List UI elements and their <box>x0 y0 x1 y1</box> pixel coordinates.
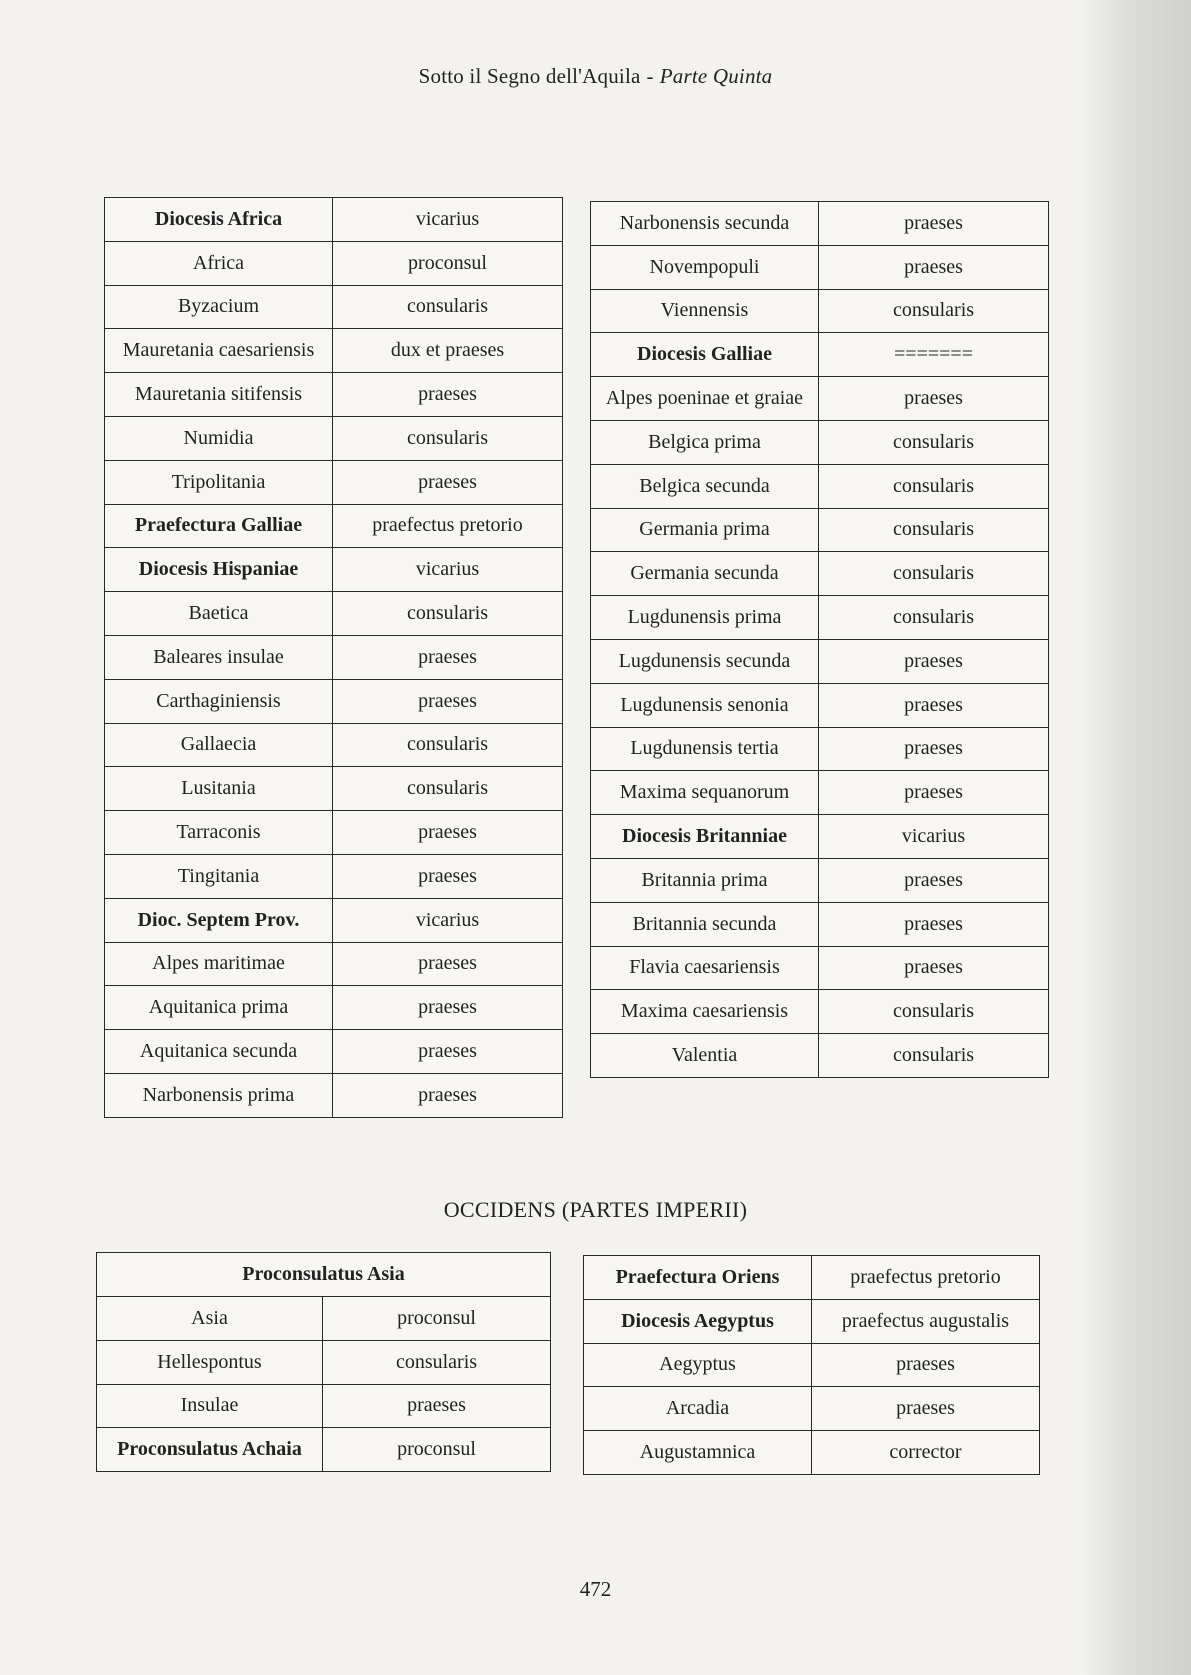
province-cell: Baleares insulae <box>105 635 333 679</box>
table-row <box>97 1297 551 1341</box>
table-row <box>584 1387 1040 1431</box>
table-row <box>105 416 563 460</box>
table-row <box>97 1428 551 1472</box>
table-row <box>105 898 563 942</box>
province-cell: Lugdunensis prima <box>591 596 819 640</box>
table-row <box>105 986 563 1030</box>
table-row <box>584 1343 1040 1387</box>
table-row <box>591 289 1049 333</box>
table-row <box>105 504 563 548</box>
governor-title-cell: consularis <box>819 552 1049 596</box>
governor-title-cell: praeses <box>819 639 1049 683</box>
table-row <box>591 202 1049 246</box>
province-cell: Insulae <box>97 1384 323 1428</box>
governor-title-cell: vicarius <box>333 548 563 592</box>
governor-title-cell: consularis <box>819 464 1049 508</box>
table-row <box>591 464 1049 508</box>
page-edge-shadow <box>1081 0 1191 1675</box>
governor-title-cell: praefectus pretorio <box>333 504 563 548</box>
governor-title-cell: dux et praeses <box>333 329 563 373</box>
table-row <box>97 1340 551 1384</box>
province-cell: Novempopuli <box>591 245 819 289</box>
governor-title-cell: praeses <box>819 727 1049 771</box>
province-cell: Africa <box>105 241 333 285</box>
table-row <box>105 548 563 592</box>
province-cell: Narbonensis prima <box>105 1073 333 1117</box>
province-cell: Alpes poeninae et graiae <box>591 377 819 421</box>
province-cell: Carthaginiensis <box>105 679 333 723</box>
table-row <box>105 635 563 679</box>
table-row <box>105 723 563 767</box>
governor-title-cell: praeses <box>819 858 1049 902</box>
governor-title-cell: consularis <box>819 596 1049 640</box>
governor-title-cell: praefectus pretorio <box>812 1256 1040 1300</box>
governor-title-cell: praeses <box>333 1030 563 1074</box>
table-row <box>591 377 1049 421</box>
province-cell: Lusitania <box>105 767 333 811</box>
table-row <box>591 771 1049 815</box>
table-row <box>105 1030 563 1074</box>
province-cell: Praefectura Galliae <box>105 504 333 548</box>
province-cell: Arcadia <box>584 1387 812 1431</box>
table-row <box>591 902 1049 946</box>
governor-title-cell: consularis <box>819 508 1049 552</box>
running-header <box>0 64 1191 89</box>
governor-title-cell: praeses <box>333 460 563 504</box>
table-row <box>591 1034 1049 1078</box>
governor-title-cell: proconsul <box>333 241 563 285</box>
asia-heading-row <box>97 1253 551 1297</box>
province-cell: Diocesis Africa <box>105 198 333 242</box>
asia-heading: Proconsulatus Asia <box>97 1253 551 1297</box>
table-row <box>584 1299 1040 1343</box>
left-table-body <box>105 198 563 1118</box>
page-number: 472 <box>579 1577 612 1601</box>
governor-title-cell: consularis <box>333 285 563 329</box>
table-row <box>105 285 563 329</box>
table-row <box>105 592 563 636</box>
province-cell: Aegyptus <box>584 1343 812 1387</box>
province-cell: Lugdunensis secunda <box>591 639 819 683</box>
governor-title-cell: consularis <box>819 1034 1049 1078</box>
governor-title-cell: praeses <box>819 902 1049 946</box>
oriens-table-body <box>584 1256 1040 1475</box>
governor-title-cell: praeses <box>333 854 563 898</box>
governor-title-cell: praeses <box>812 1387 1040 1431</box>
governor-title-cell: consularis <box>819 990 1049 1034</box>
province-cell: Proconsulatus Achaia <box>97 1428 323 1472</box>
table-row <box>105 767 563 811</box>
table-row <box>591 508 1049 552</box>
governor-title-cell: praeses <box>333 1073 563 1117</box>
governor-title-cell: vicarius <box>333 198 563 242</box>
province-cell: Viennensis <box>591 289 819 333</box>
governor-title-cell: corrector <box>812 1431 1040 1475</box>
governor-title-cell: praeses <box>819 202 1049 246</box>
governor-title-cell: consularis <box>333 767 563 811</box>
province-cell: Gallaecia <box>105 723 333 767</box>
asia-table-body <box>97 1253 551 1472</box>
governor-title-cell: praeses <box>819 683 1049 727</box>
section-title: OCCIDENS (PARTES IMPERII) <box>443 1197 748 1222</box>
governor-title-cell: consularis <box>323 1340 551 1384</box>
province-cell: Baetica <box>105 592 333 636</box>
province-cell: Praefectura Oriens <box>584 1256 812 1300</box>
governor-title-cell: consularis <box>333 723 563 767</box>
governor-title-cell: praeses <box>333 373 563 417</box>
table-row <box>591 858 1049 902</box>
province-cell: Byzacium <box>105 285 333 329</box>
table-row <box>584 1431 1040 1475</box>
governor-title-cell: proconsul <box>323 1428 551 1472</box>
governor-title-cell: praefectus augustalis <box>812 1299 1040 1343</box>
province-cell: Maxima caesariensis <box>591 990 819 1034</box>
table-row <box>591 683 1049 727</box>
table-row <box>105 241 563 285</box>
province-cell: Lugdunensis senonia <box>591 683 819 727</box>
province-cell: Lugdunensis tertia <box>591 727 819 771</box>
table-row <box>591 333 1049 377</box>
governor-title-cell: praeses <box>323 1384 551 1428</box>
governor-title-cell: praeses <box>812 1343 1040 1387</box>
header-separator: - <box>646 64 654 88</box>
table-row <box>591 639 1049 683</box>
governor-title-cell: praeses <box>819 245 1049 289</box>
province-cell: Germania secunda <box>591 552 819 596</box>
province-cell: Tripolitania <box>105 460 333 504</box>
governor-title-cell: praeses <box>333 942 563 986</box>
table-row <box>584 1256 1040 1300</box>
table-row <box>105 460 563 504</box>
table-row <box>591 815 1049 859</box>
table-row <box>105 329 563 373</box>
book-title: Sotto il Segno dell'Aquila <box>418 64 641 88</box>
governor-title-cell: vicarius <box>819 815 1049 859</box>
table-row <box>591 946 1049 990</box>
asia-table <box>96 1252 551 1472</box>
province-cell: Tingitania <box>105 854 333 898</box>
table-row <box>105 679 563 723</box>
province-cell: Diocesis Britanniae <box>591 815 819 859</box>
province-cell: Aquitanica secunda <box>105 1030 333 1074</box>
governor-title-cell: consularis <box>819 420 1049 464</box>
province-cell: Aquitanica prima <box>105 986 333 1030</box>
table-row <box>105 1073 563 1117</box>
table-row <box>105 942 563 986</box>
oriens-table <box>583 1255 1040 1475</box>
table-row <box>591 420 1049 464</box>
governor-title-cell: ======= <box>819 333 1049 377</box>
table-row <box>97 1384 551 1428</box>
table-row <box>591 596 1049 640</box>
table-row <box>591 990 1049 1034</box>
table-row <box>105 198 563 242</box>
province-cell: Diocesis Galliae <box>591 333 819 377</box>
governor-title-cell: consularis <box>819 289 1049 333</box>
province-cell: Diocesis Hispaniae <box>105 548 333 592</box>
province-cell: Mauretania caesariensis <box>105 329 333 373</box>
province-cell: Numidia <box>105 416 333 460</box>
province-cell: Tarraconis <box>105 811 333 855</box>
part-title: Parte Quinta <box>659 64 773 88</box>
governor-title-cell: vicarius <box>333 898 563 942</box>
province-cell: Belgica secunda <box>591 464 819 508</box>
table-row <box>591 245 1049 289</box>
governor-title-cell: praeses <box>333 635 563 679</box>
province-cell: Mauretania sitifensis <box>105 373 333 417</box>
province-cell: Valentia <box>591 1034 819 1078</box>
province-cell: Alpes maritimae <box>105 942 333 986</box>
table-row <box>591 552 1049 596</box>
table-row <box>105 373 563 417</box>
right-provinces-table <box>590 201 1049 1078</box>
governor-title-cell: praeses <box>333 986 563 1030</box>
province-cell: Diocesis Aegyptus <box>584 1299 812 1343</box>
province-cell: Dioc. Septem Prov. <box>105 898 333 942</box>
province-cell: Britannia prima <box>591 858 819 902</box>
table-row <box>105 854 563 898</box>
governor-title-cell: consularis <box>333 592 563 636</box>
province-cell: Belgica prima <box>591 420 819 464</box>
governor-title-cell: proconsul <box>323 1297 551 1341</box>
governor-title-cell: praeses <box>333 811 563 855</box>
governor-title-cell: praeses <box>819 771 1049 815</box>
right-table-body <box>591 202 1049 1078</box>
province-cell: Augustamnica <box>584 1431 812 1475</box>
province-cell: Narbonensis secunda <box>591 202 819 246</box>
governor-title-cell: praeses <box>819 377 1049 421</box>
province-cell: Asia <box>97 1297 323 1341</box>
province-cell: Hellespontus <box>97 1340 323 1384</box>
table-row <box>105 811 563 855</box>
governor-title-cell: consularis <box>333 416 563 460</box>
table-row <box>591 727 1049 771</box>
province-cell: Germania prima <box>591 508 819 552</box>
province-cell: Flavia caesariensis <box>591 946 819 990</box>
governor-title-cell: praeses <box>819 946 1049 990</box>
province-cell: Britannia secunda <box>591 902 819 946</box>
governor-title-cell: praeses <box>333 679 563 723</box>
left-provinces-table <box>104 197 563 1118</box>
province-cell: Maxima sequanorum <box>591 771 819 815</box>
